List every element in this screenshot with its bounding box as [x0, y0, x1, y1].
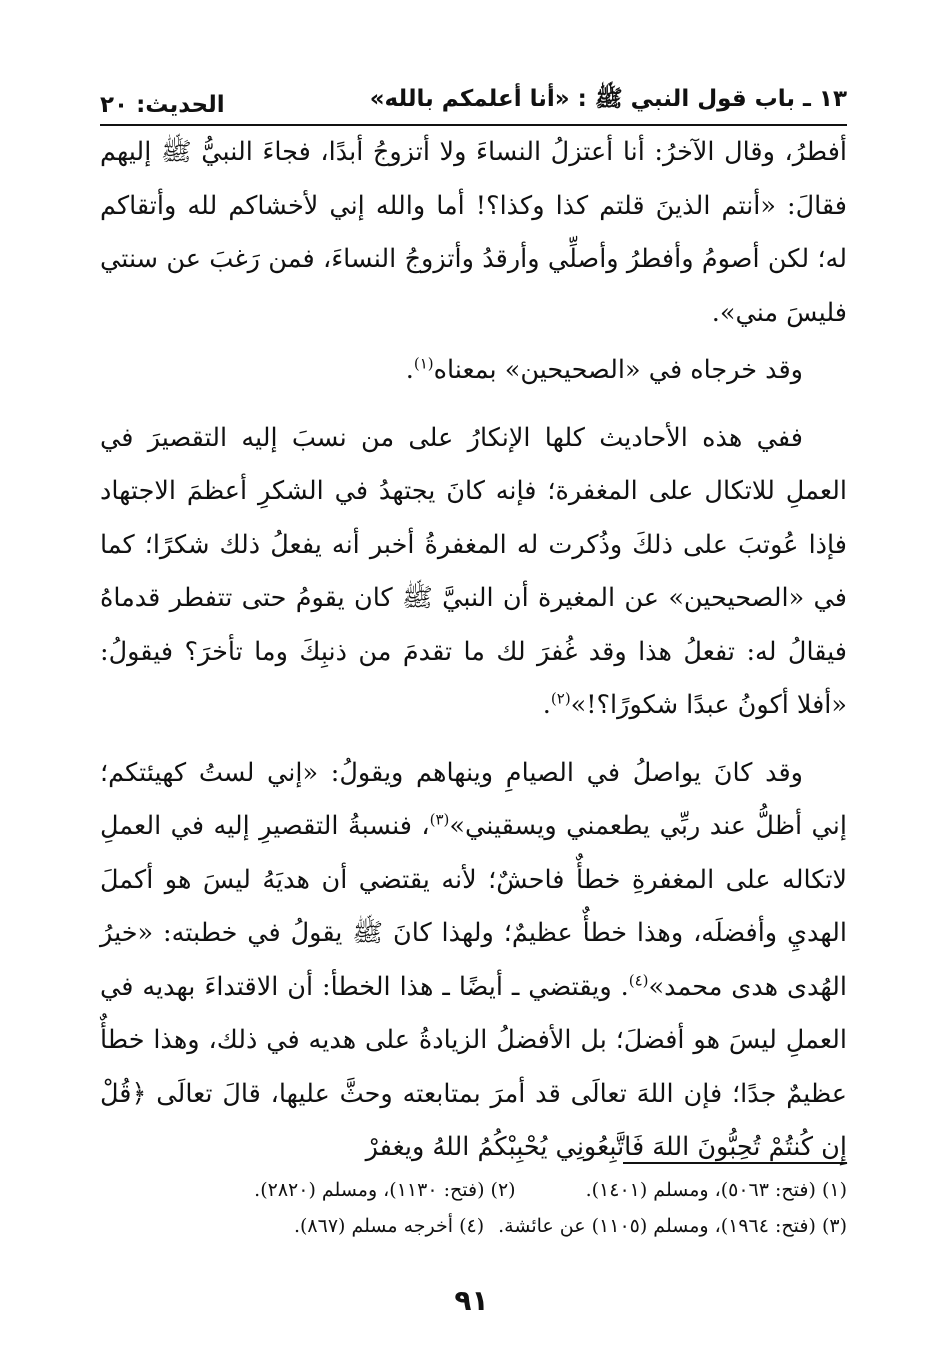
footnote-ref-1[interactable]: (١) [413, 354, 434, 373]
paragraph-4-text-2: ، فنسبةُ التقصيرِ إليه في العملِ لاتكاله على المغفرةِ خطأٌ فاحشٌ؛ لأنه يقتضي أن هديَهُ ليسَ هو أكملَ الهديِ وأفضلَه، وهذا خطأٌ عظيمٌ؛ ولهذا كانَ ﷺ يقولُ في خطبته: «خيرُ الهُدى هدى محمد» [100, 811, 847, 1002]
footnote-row-2 [100, 1208, 847, 1244]
chapter-title: ١٣ ـ باب قول النبي ﷺ : «أنا أعلمكم بالله» [369, 86, 847, 112]
paragraph-4 [100, 747, 847, 1175]
paragraph-4-text: وقد كانَ يواصلُ في الصيامِ وينهاهم ويقولُ: «إني لستُ كهيئتكم؛ إني أظلُّ عند ربِّي يطعمني ويسقيني» [100, 757, 847, 841]
page-number: ٩١ [454, 1284, 489, 1317]
footnote-row-1 [100, 1172, 847, 1208]
footnote-4: (٤) أخرجه مسلم (٨٦٧). [293, 1215, 485, 1237]
paragraph-1-text: أفطرُ، وقال الآخرُ: أنا أعتزلُ النساءَ ولا أتزوجُ أبدًا، فجاءَ النبيُّ ﷺ إليهم فقالَ: «أنتم الذينَ قلتم كذا وكذا؟! أما والله إني لأخشاكم لله وأتقاكم له؛ لكن أصومُ وأفطرُ وأصلِّي وأرقدُ وأتزوجُ النساءَ، فمن رَغبَ عن سنتي فليسَ مني». [100, 137, 847, 328]
footnote-divider [623, 1162, 847, 1164]
paragraph-2-tail: . [405, 355, 414, 385]
paragraph-3 [100, 412, 847, 733]
footnote-ref-4[interactable]: (٤) [628, 971, 649, 989]
footnote-1: (١) (فتح: ٥٠٦٣)، ومسلم (١٤٠١). [585, 1179, 847, 1201]
footnote-ref-3[interactable]: (٣) [429, 810, 450, 829]
paragraph-2 [100, 344, 847, 398]
running-header [100, 78, 847, 126]
paragraph-2-text: وقد خرجاه في «الصحيحين» بمعناه [433, 355, 803, 385]
footnote-2: (٢) (فتح: ١١٣٠)، ومسلم (٢٨٢٠). [254, 1179, 516, 1201]
hadith-reference: الحديث: ٢٠ [100, 92, 225, 118]
paragraph-4-text-3: . ويقتضي ـ أيضًا ـ هذا الخطأ: أن الاقتداءَ بهديه في العملِ ليسَ هو أفضلَ؛ بل الأفضلُ الزيادةُ على هديه في ذلك، وهذا خطأٌ عظيمٌ جدًا؛ فإن اللهَ تعالَى قد أمرَ بمتابعته وحثَّ عليها، قالَ تعالَى ﴿قُلْ إِن كُنتُمْ تُحِبُّونَ اللهَ فَاتَّبِعُونِي يُحْبِبْكُمُ اللهُ ويغفرْ [100, 971, 847, 1162]
footnotes [100, 1172, 847, 1244]
footnote-3: (٣) (فتح: ١٩٦٤)، ومسلم (١١٠٥) عن عائشة. [498, 1215, 847, 1237]
paragraph-3-tail: . [542, 690, 551, 720]
main-text [100, 126, 847, 1175]
paragraph-3-text: ففي هذه الأحاديث كلها الإنكارُ على من نسبَ إليه التقصيرَ في العملِ للاتكال على المغفرة؛ فإنه كانَ يجتهدُ في الشكرِ أعظمَ الاجتهاد فإذا عُوتبَ على ذلكَ وذُكرت له المغفرةُ أخبر أنه يفعلُ ذلك شكرًا؛ كما في «الصحيحين» عن المغيرة أن النبيَّ ﷺ كان يقومُ حتى تتفطر قدماهُ فيقالُ له: تفعلُ هذا وقد غُفرَ لك ما تقدمَ من ذنبِكَ وما تأخرَ؟ فيقولُ: «أفلا أكونُ عبدًا شكورًا؟!» [100, 422, 847, 720]
footnote-ref-2[interactable]: (٢) [550, 689, 571, 708]
paragraph-1 [100, 126, 847, 340]
